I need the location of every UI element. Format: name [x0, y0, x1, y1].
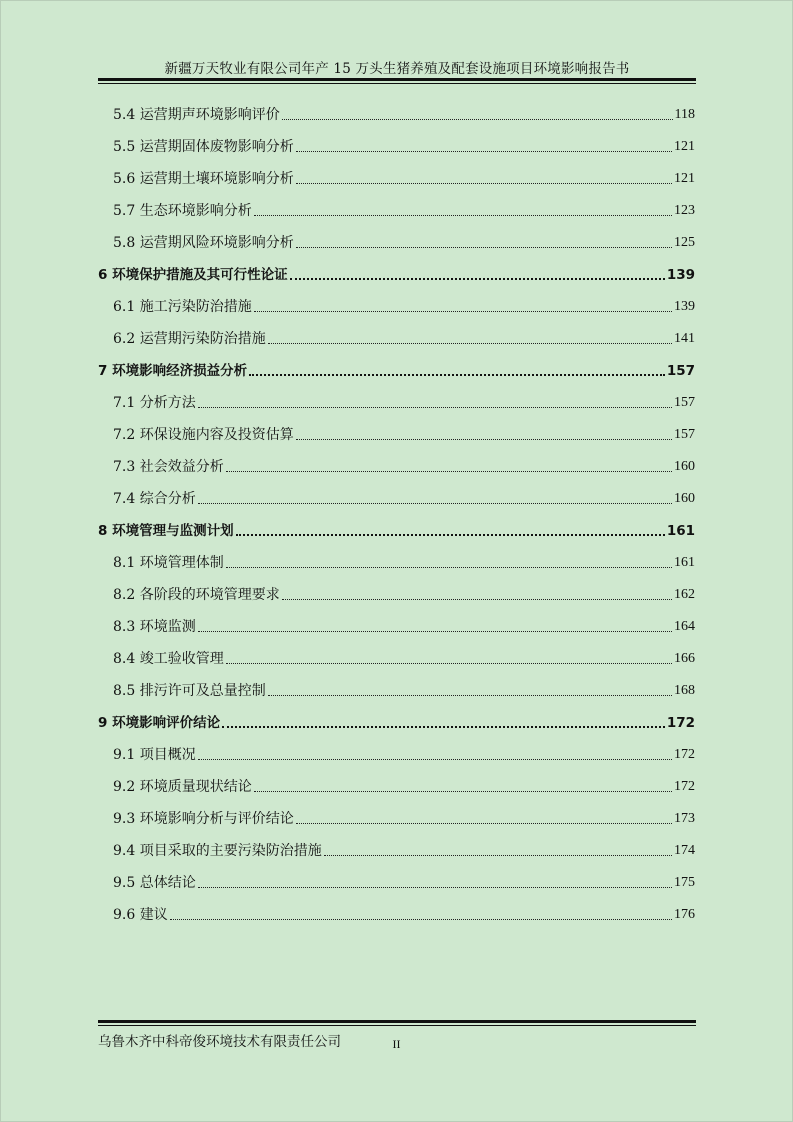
toc-entry-page: 162	[674, 587, 695, 602]
toc-section-entry[interactable]	[113, 232, 695, 254]
toc-section-entry[interactable]	[113, 648, 695, 670]
toc-entry-page: 175	[674, 875, 695, 890]
toc-section-entry[interactable]	[113, 808, 695, 830]
toc-chapter-entry[interactable]	[98, 360, 695, 382]
toc-dot-leader	[254, 310, 672, 312]
toc-entry-page: 166	[674, 651, 695, 666]
toc-dot-leader	[198, 406, 672, 408]
toc-section-entry[interactable]	[113, 168, 695, 190]
toc-section-entry[interactable]	[113, 328, 695, 350]
toc-entry-title: 5.6 运营期土壤环境影响分析	[113, 171, 294, 187]
toc-dot-leader	[198, 502, 672, 504]
footer-rule	[98, 1020, 696, 1023]
toc-entry-page: 168	[674, 683, 695, 698]
toc-section-entry[interactable]	[113, 744, 695, 766]
toc-entry-title: 5.5 运营期固体废物影响分析	[113, 139, 294, 155]
toc-entry-title: 8.3 环境监测	[113, 619, 196, 635]
toc-entry-page: 125	[674, 235, 695, 250]
toc-dot-leader	[268, 342, 672, 344]
footer-company-name: 乌鲁木齐中科帝俊环境技术有限责任公司	[98, 1034, 341, 1050]
toc-entry-page: 176	[674, 907, 695, 922]
toc-entry-title: 9.1 项目概况	[113, 747, 196, 763]
toc-chapter-entry[interactable]	[98, 520, 695, 542]
footer-rule-thin	[98, 1025, 696, 1026]
toc-entry-page: 157	[666, 363, 695, 379]
toc-entry-title: 9 环境影响评价结论	[98, 715, 221, 731]
toc-section-entry[interactable]	[113, 776, 695, 798]
toc-section-entry[interactable]	[113, 680, 695, 702]
toc-section-entry[interactable]	[113, 872, 695, 894]
toc-section-entry[interactable]	[113, 136, 695, 158]
toc-entry-title: 7 环境影响经济损益分析	[98, 363, 248, 379]
toc-entry-page: 160	[674, 459, 695, 474]
toc-entry-page: 172	[674, 779, 695, 794]
toc-entry-title: 6 环境保护措施及其可行性论证	[98, 267, 288, 283]
toc-entry-title: 5.8 运营期风险环境影响分析	[113, 235, 294, 251]
toc-entry-page: 139	[666, 267, 695, 283]
toc-section-entry[interactable]	[113, 616, 695, 638]
toc-entry-title: 7.4 综合分析	[113, 491, 196, 507]
toc-entry-page: 121	[674, 139, 695, 154]
toc-dot-leader	[324, 854, 672, 856]
toc-entry-page: 139	[674, 299, 695, 314]
toc-dot-leader	[198, 758, 672, 760]
toc-section-entry[interactable]	[113, 840, 695, 862]
toc-dot-leader	[198, 630, 672, 632]
toc-dot-leader	[254, 790, 672, 792]
toc-entry-page: 161	[666, 523, 695, 539]
toc-entry-page: 173	[674, 811, 695, 826]
toc-entry-title: 8.4 竣工验收管理	[113, 651, 224, 667]
toc-entry-page: 172	[666, 715, 695, 731]
toc-entry-title: 8.5 排污许可及总量控制	[113, 683, 266, 699]
toc-dot-leader	[236, 533, 665, 536]
toc-entry-title: 6.2 运营期污染防治措施	[113, 331, 266, 347]
toc-entry-page: 174	[674, 843, 695, 858]
toc-entry-page: 164	[674, 619, 695, 634]
toc-chapter-entry[interactable]	[98, 264, 695, 286]
toc-entry-page: 157	[674, 427, 695, 442]
toc-dot-leader	[254, 214, 672, 216]
header-rule	[98, 78, 696, 81]
toc-dot-leader	[198, 886, 672, 888]
toc-dot-leader	[296, 246, 672, 248]
toc-dot-leader	[296, 822, 672, 824]
toc-entry-title: 5.7 生态环境影响分析	[113, 203, 252, 219]
toc-entry-page: 172	[674, 747, 695, 762]
toc-entry-title: 8.2 各阶段的环境管理要求	[113, 587, 280, 603]
toc-section-entry[interactable]	[113, 296, 695, 318]
toc-entry-title: 9.2 环境质量现状结论	[113, 779, 252, 795]
toc-section-entry[interactable]	[113, 904, 695, 926]
toc-entry-title: 8.1 环境管理体制	[113, 555, 224, 571]
toc-dot-leader	[222, 725, 665, 728]
document-header-title: 新疆万天牧业有限公司年产 15 万头生猪养殖及配套设施项目环境影响报告书	[164, 61, 630, 77]
toc-section-entry[interactable]	[113, 456, 695, 478]
toc-entry-title: 7.1 分析方法	[113, 395, 196, 411]
toc-entry-page: 141	[674, 331, 695, 346]
toc-chapter-entry[interactable]	[98, 712, 695, 734]
toc-entry-title: 7.3 社会效益分析	[113, 459, 224, 475]
toc-dot-leader	[290, 277, 665, 280]
toc-entry-page: 121	[674, 171, 695, 186]
toc-entry-title: 7.2 环保设施内容及投资估算	[113, 427, 294, 443]
toc-dot-leader	[282, 118, 673, 120]
toc-dot-leader	[296, 182, 672, 184]
toc-dot-leader	[226, 566, 672, 568]
toc-section-entry[interactable]	[113, 424, 695, 446]
toc-dot-leader	[226, 470, 672, 472]
toc-entry-title: 9.4 项目采取的主要污染防治措施	[113, 843, 322, 859]
toc-entry-page: 118	[674, 107, 695, 122]
toc-entry-title: 9.6 建议	[113, 907, 168, 923]
toc-entry-title: 6.1 施工污染防治措施	[113, 299, 252, 315]
toc-entry-title: 9.5 总体结论	[113, 875, 196, 891]
toc-entry-page: 161	[674, 555, 695, 570]
toc-entry-title: 5.4 运营期声环境影响评价	[113, 107, 280, 123]
toc-section-entry[interactable]	[113, 104, 695, 126]
toc-section-entry[interactable]	[113, 584, 695, 606]
toc-entry-page: 160	[674, 491, 695, 506]
footer-page-number: II	[392, 1037, 401, 1051]
toc-entry-title: 8 环境管理与监测计划	[98, 523, 234, 539]
toc-dot-leader	[296, 438, 672, 440]
toc-section-entry[interactable]	[113, 200, 695, 222]
toc-dot-leader	[268, 694, 672, 696]
toc-dot-leader	[296, 150, 672, 152]
toc-dot-leader	[282, 598, 672, 600]
header-rule-thin	[98, 83, 696, 84]
toc-dot-leader	[170, 918, 672, 920]
toc-entry-page: 157	[674, 395, 695, 410]
toc-entry-page: 123	[674, 203, 695, 218]
toc-dot-leader	[249, 373, 665, 376]
toc-dot-leader	[226, 662, 672, 664]
toc-section-entry[interactable]	[113, 488, 695, 510]
toc-entry-title: 9.3 环境影响分析与评价结论	[113, 811, 294, 827]
toc-section-entry[interactable]	[113, 392, 695, 414]
toc-section-entry[interactable]	[113, 552, 695, 574]
